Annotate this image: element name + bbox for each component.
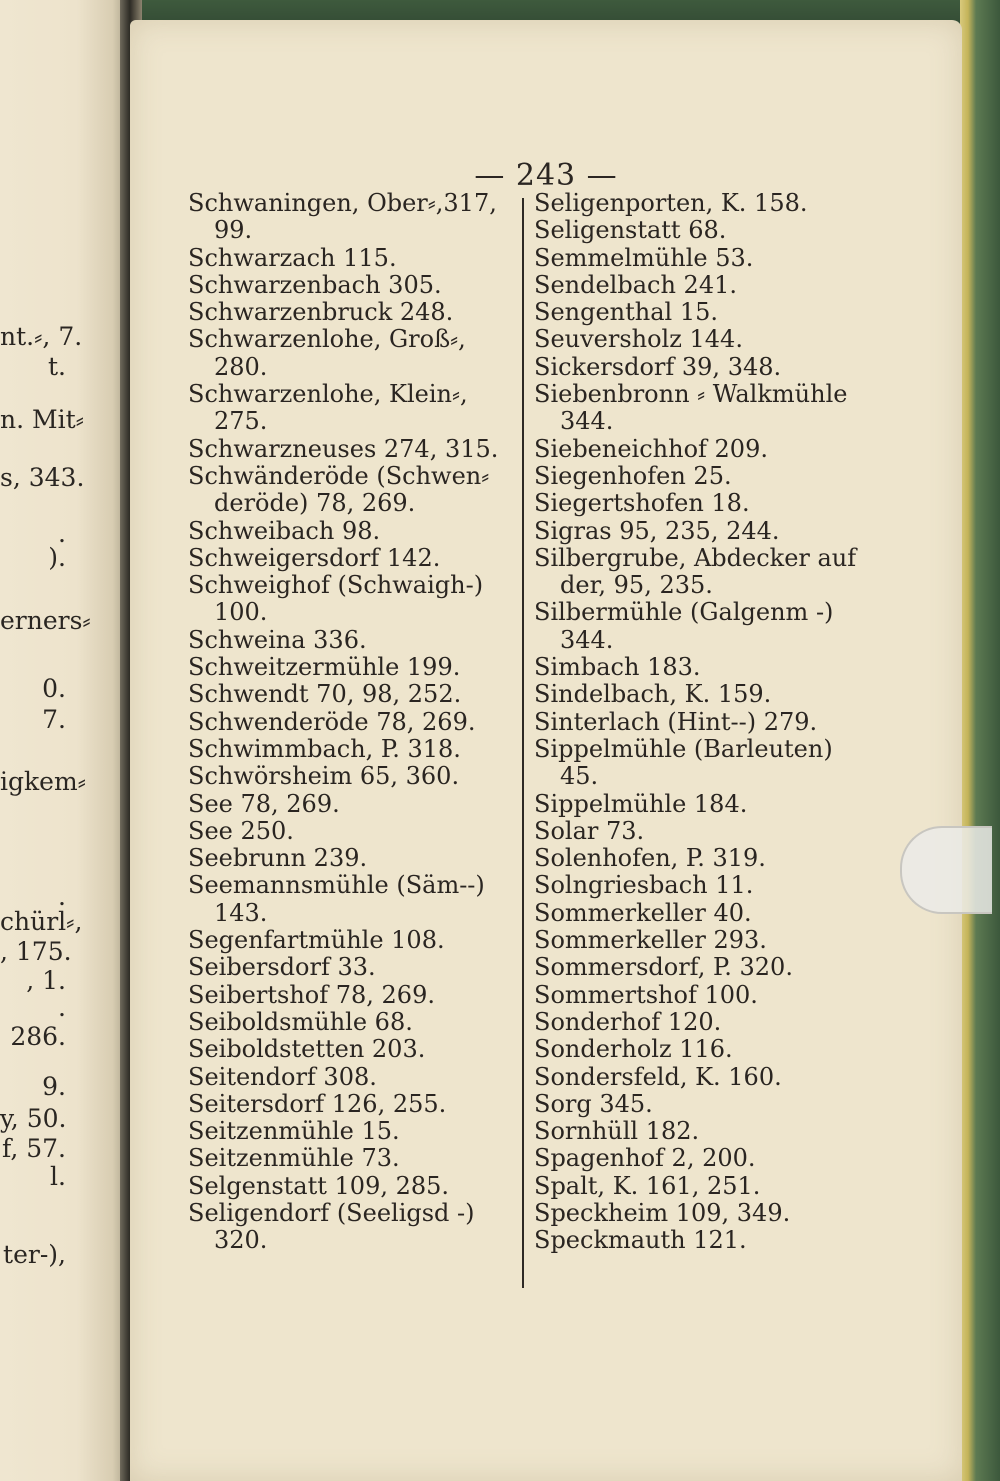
- index-entry: [188, 791, 518, 818]
- index-entry: [188, 245, 518, 272]
- index-entry: [534, 436, 864, 463]
- index-entry-line: Seiboldstetten 203.: [188, 1035, 426, 1064]
- index-entry-line: Seebrunn 239.: [188, 844, 368, 873]
- index-entry-continuation: 275.: [214, 407, 268, 436]
- index-entry-line: See 78, 269.: [188, 789, 340, 818]
- index-entry-line: Sinterlach (Hint--) 279.: [534, 707, 818, 736]
- index-entry: [188, 545, 518, 572]
- index-entry-line: Spalt, K. 161, 251.: [534, 1171, 761, 1200]
- index-entry: [534, 1064, 864, 1091]
- index-entry: [188, 627, 518, 654]
- index-entry: [188, 436, 518, 463]
- previous-page-fragment: [0, 767, 128, 797]
- index-entry-line: Siebenbronn ⸗ Walkmühle: [534, 380, 848, 409]
- previous-page-fragment: [0, 1162, 128, 1191]
- fragment-text: s, 343.: [0, 463, 85, 492]
- index-entry: [534, 736, 864, 791]
- index-entry-line: Schwarzenlohe, Groß⸗,: [188, 325, 466, 354]
- index-entry: [534, 272, 864, 299]
- index-entry-line: Seiboldsmühle 68.: [188, 1007, 413, 1036]
- fragment-text: n. Mit⸗: [0, 405, 84, 434]
- index-entry-line: Seibertshof 78, 269.: [188, 980, 435, 1009]
- index-entry-line: Schweibach 98.: [188, 516, 381, 545]
- index-entry-line: Siegenhofen 25.: [534, 461, 732, 490]
- fragment-text: .: [58, 519, 66, 548]
- index-entry-line: Schwimmbach, P. 318.: [188, 734, 461, 763]
- index-entry-line: Seemannsmühle (Säm--): [188, 871, 485, 900]
- previous-page-fragment: [0, 405, 128, 435]
- fragment-text: y, 50.: [0, 1104, 67, 1133]
- index-entry-line: Spagenhof 2, 200.: [534, 1144, 756, 1173]
- page-number-header: — 243 —: [474, 158, 618, 193]
- previous-page-fragment: [0, 966, 128, 995]
- index-entry-line: Schwänderöde (Schwen⸗: [188, 461, 490, 490]
- index-entry-continuation: 320.: [214, 1226, 268, 1255]
- index-entry-continuation: 99.: [214, 216, 253, 245]
- index-entry-continuation: deröde) 78, 269.: [214, 489, 416, 518]
- index-entry: [188, 736, 518, 763]
- index-entry-continuation: 344.: [560, 407, 614, 436]
- index-entry-line: Seitzenmühle 15.: [188, 1117, 400, 1146]
- index-entry: [188, 709, 518, 736]
- index-entry: [534, 1200, 864, 1227]
- index-entry: [188, 872, 518, 927]
- index-entry: [534, 900, 864, 927]
- index-entry: [188, 326, 518, 381]
- index-entry: [188, 818, 518, 845]
- index-entry-line: Solar 73.: [534, 816, 645, 845]
- index-entry-line: Schweina 336.: [188, 625, 367, 654]
- index-entry-line: Siebeneichhof 209.: [534, 434, 768, 463]
- index-entry-line: Schwarzneuses 274, 315.: [188, 434, 499, 463]
- index-entry-line: Sindelbach, K. 159.: [534, 680, 772, 709]
- index-entry-line: Schwarzach 115.: [188, 243, 397, 272]
- index-entry-line: Schwarzenbach 305.: [188, 270, 442, 299]
- fragment-text: , 1.: [26, 966, 66, 995]
- index-entry: [534, 845, 864, 872]
- index-entry-line: Speckmauth 121.: [534, 1226, 747, 1255]
- index-entry: [188, 1145, 518, 1172]
- index-entry-line: Selgenstatt 109, 285.: [188, 1171, 450, 1200]
- index-entry-line: Semmelmühle 53.: [534, 243, 754, 272]
- fragment-text: nt.⸗, 7.: [0, 322, 83, 351]
- fragment-text: l.: [50, 1162, 66, 1191]
- fragment-text: , 175.: [0, 937, 72, 966]
- index-entry-line: Seitendorf 308.: [188, 1062, 377, 1091]
- page-edges: [960, 0, 1000, 1481]
- index-entry: [534, 299, 864, 326]
- index-entry-line: Sonderhof 120.: [534, 1007, 722, 1036]
- previous-page-fragment: [0, 1104, 128, 1133]
- fragment-text: .: [58, 882, 66, 911]
- index-entry-line: Schwaningen, Ober⸗,317,: [188, 189, 497, 217]
- index-entry-continuation: 280.: [214, 352, 268, 381]
- index-entry: [534, 1036, 864, 1063]
- index-entry: [188, 927, 518, 954]
- index-entry-line: Sengenthal 15.: [534, 298, 719, 327]
- index-entry-line: Sonderholz 116.: [534, 1035, 733, 1064]
- index-entry-continuation: der, 95, 235.: [560, 571, 713, 600]
- previous-page-fragment: [0, 1240, 128, 1269]
- index-entry: [534, 1118, 864, 1145]
- index-entry: [188, 381, 518, 436]
- index-entry: [188, 272, 518, 299]
- index-entry: [534, 927, 864, 954]
- index-entry-line: Sommersdorf, P. 320.: [534, 953, 793, 982]
- index-entry: [188, 954, 518, 981]
- index-entry: [188, 681, 518, 708]
- index-entry-line: Segenfartmühle 108.: [188, 926, 445, 955]
- index-entry-line: Schweigersdorf 142.: [188, 543, 441, 572]
- previous-page-fragment: [0, 352, 128, 381]
- index-entry-line: Sornhüll 182.: [534, 1117, 700, 1146]
- index-entry-line: Seitzenmühle 73.: [188, 1144, 400, 1173]
- index-entry-line: See 250.: [188, 816, 294, 845]
- fragment-text: 0.: [42, 674, 66, 703]
- index-entry-line: Simbach 183.: [534, 653, 701, 682]
- index-entry: [188, 763, 518, 790]
- index-entry: [534, 545, 864, 600]
- index-entry: [534, 599, 864, 654]
- index-entry-line: Sommerkeller 40.: [534, 898, 752, 927]
- index-entry: [188, 299, 518, 326]
- left-index-column: [188, 190, 518, 1255]
- index-entry: [188, 1118, 518, 1145]
- index-entry-continuation: 143.: [214, 898, 268, 927]
- fragment-text: ter-),: [3, 1240, 66, 1269]
- index-entry: [534, 1227, 864, 1254]
- index-entry: [534, 681, 864, 708]
- index-entry: [534, 217, 864, 244]
- previous-page-fragment: [0, 543, 128, 572]
- index-entry-line: Seitersdorf 126, 255.: [188, 1089, 447, 1118]
- index-entry: [534, 954, 864, 981]
- fragment-text: 7.: [42, 705, 66, 734]
- previous-page-fragment: [0, 993, 128, 1022]
- index-entry: [534, 709, 864, 736]
- fragment-text: 9.: [42, 1072, 66, 1101]
- index-entry: [534, 654, 864, 681]
- previous-page-fragment: [0, 937, 128, 966]
- index-entry: [188, 572, 518, 627]
- index-entry-line: Sendelbach 241.: [534, 270, 737, 299]
- index-entry-line: Seligenporten, K. 158.: [534, 189, 808, 217]
- index-entry-line: Sondersfeld, K. 160.: [534, 1062, 782, 1091]
- previous-page-fragment: [0, 705, 128, 734]
- previous-page-fragment: [0, 606, 128, 636]
- index-entry: [534, 1145, 864, 1172]
- index-entry-line: Silbergrube, Abdecker auf: [534, 543, 857, 572]
- previous-page-fragment: [0, 1134, 128, 1163]
- index-entry-line: Solngriesbach 11.: [534, 871, 754, 900]
- index-entry: [534, 518, 864, 545]
- index-entry-line: Sippelmühle (Barleuten): [534, 734, 833, 763]
- index-entry: [188, 1009, 518, 1036]
- index-entry: [188, 1036, 518, 1063]
- index-entry-line: Seibersdorf 33.: [188, 953, 376, 982]
- page-clip-tab: [900, 826, 992, 914]
- index-entry: [534, 1091, 864, 1118]
- fragment-text: 286.: [10, 1022, 66, 1051]
- index-entry: [534, 190, 864, 217]
- fragment-text: .: [58, 993, 66, 1022]
- column-divider: [522, 198, 524, 1288]
- index-entry-line: Sippelmühle 184.: [534, 789, 748, 818]
- index-entry-line: Seligenstatt 68.: [534, 216, 727, 245]
- index-entry: [188, 463, 518, 518]
- fragment-text: erners⸗: [0, 606, 91, 635]
- index-entry-line: Speckheim 109, 349.: [534, 1198, 791, 1227]
- index-entry: [188, 1173, 518, 1200]
- index-page: [130, 20, 962, 1481]
- index-entry: [188, 518, 518, 545]
- index-entry: [534, 381, 864, 436]
- index-entry: [188, 1064, 518, 1091]
- right-index-column: [534, 190, 864, 1255]
- index-entry-line: Sommertshof 100.: [534, 980, 758, 1009]
- index-entry-line: Schweitzermühle 199.: [188, 653, 461, 682]
- fragment-text: ).: [48, 543, 66, 572]
- index-entry: [534, 982, 864, 1009]
- index-entry: [188, 982, 518, 1009]
- index-entry-line: Schwenderöde 78, 269.: [188, 707, 476, 736]
- index-entry: [188, 654, 518, 681]
- fragment-text: chürl⸗,: [0, 907, 83, 936]
- index-entry: [534, 490, 864, 517]
- index-entry: [534, 245, 864, 272]
- index-entry: [534, 791, 864, 818]
- index-entry-line: Schweighof (Schwaigh-): [188, 571, 484, 600]
- previous-page-fragment: [0, 674, 128, 703]
- index-entry: [188, 1200, 518, 1255]
- index-entry-line: Seuversholz 144.: [534, 325, 743, 354]
- index-entry-line: Sommerkeller 293.: [534, 926, 767, 955]
- index-entry-line: Silbermühle (Galgenm -): [534, 598, 834, 627]
- index-entry: [188, 1091, 518, 1118]
- index-entry-line: Sigras 95, 235, 244.: [534, 516, 780, 545]
- index-entry: [534, 1173, 864, 1200]
- previous-page-fragment: [0, 1072, 128, 1101]
- fragment-text: f, 57.: [1, 1134, 66, 1163]
- index-entry: [188, 845, 518, 872]
- previous-page-fragment: [0, 322, 128, 352]
- index-entry-continuation: 45.: [560, 762, 599, 791]
- previous-page-fragment: [0, 907, 128, 937]
- index-entry-line: Seligendorf (Seeligsd -): [188, 1198, 475, 1227]
- index-entry-continuation: 100.: [214, 598, 268, 627]
- index-entry-line: Solenhofen, P. 319.: [534, 844, 766, 873]
- index-entry-line: Schwarzenbruck 248.: [188, 298, 454, 327]
- index-entry-line: Schwendt 70, 98, 252.: [188, 680, 462, 709]
- fragment-text: t.: [48, 352, 66, 381]
- index-entry: [188, 190, 518, 245]
- index-entry-line: Siegertshofen 18.: [534, 489, 750, 518]
- index-entry: [534, 326, 864, 353]
- index-entry: [534, 818, 864, 845]
- index-entry-line: Schwarzenlohe, Klein⸗,: [188, 380, 468, 409]
- previous-page: [0, 0, 128, 1481]
- previous-page-fragment: [0, 463, 128, 492]
- index-entry: [534, 1009, 864, 1036]
- index-entry-line: Sorg 345.: [534, 1089, 653, 1118]
- index-entry-line: Sickersdorf 39, 348.: [534, 352, 782, 381]
- index-entry: [534, 463, 864, 490]
- index-entry: [534, 872, 864, 899]
- previous-page-fragment: [0, 1022, 128, 1051]
- index-entry-line: Schwörsheim 65, 360.: [188, 762, 460, 791]
- fragment-text: igkem⸗: [0, 767, 86, 796]
- index-entry-continuation: 344.: [560, 625, 614, 654]
- index-entry: [534, 354, 864, 381]
